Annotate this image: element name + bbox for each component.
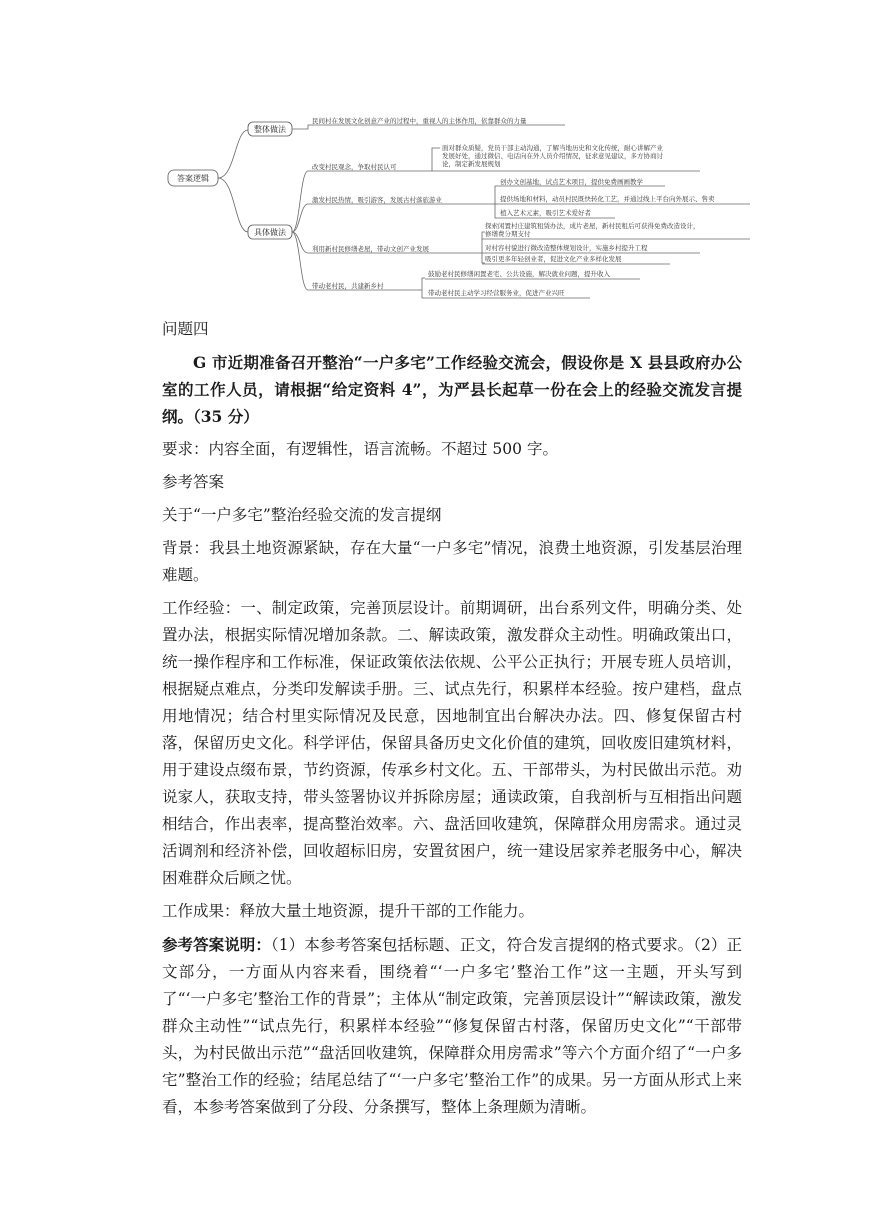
mindmap-root: 答案逻辑 (177, 174, 209, 183)
mindmap-leaf: 鼓励老村民修缮闲置老宅、公共设施，解决就业问题，提升收入 (428, 270, 610, 278)
mindmap-diagram (160, 108, 760, 308)
mindmap-sub-3: 利用新村民修缮老屋，带动文创产业发展 (312, 245, 429, 253)
mindmap-leaf: 面对群众质疑，党员干部主动沟通，了解当地历史和文化传统，耐心讲解产业 (442, 144, 663, 152)
question-prompt: G 市近期准备召开整治“一户多宅”工作经验交流会，假设你是 X 县县政府办公室的工作人员，请根据“给定资料 4”，为严县长起草一份在会上的经验交流发言提纲。（35 分） (162, 353, 742, 426)
question-title: 问题四 (162, 320, 209, 338)
answer-background: 背景：我县土地资源紧缺，存在大量“一户多宅”情况，浪费土地资源，引发基层治理难题。 (162, 539, 742, 584)
answer-experience: 工作经验：一、制定政策，完善顶层设计。前期调研，出台系列文件，明确分类、处置办法，根据实际情况增加条款。二、解读政策，激发群众主动性。明确政策出口，统一操作程序和工作标准，保证政策依法依规、公平公正执行；开展专班人员培训，根据疑点难点，分类印发解读手册。三、试点先行，积累样本经验。按户建档，盘点用地情况；结合村里实际情况及民意，因地制宜出台解决办法。四、修复保留古村落，保留历史文化。科学评估，保留具备历史文化价值的建筑，回收废旧建筑材料，用于建设点缀布景，节约资源，传承乡村文化。五、干部带头，为村民做出示范。劝说家人，获取支持，带头签署协议并拆除房屋；通读政策，自我剖析与互相指出问题相结合，作出表率，提高整治效率。六、盘活回收建筑，保障群众用房需求。通过灵活调剂和经济补偿，回收超标旧房，安置贫困户，统一建设居家养老服务中心，解决困难群众后顾之忧。 (162, 599, 742, 887)
answer-heading: 关于“一户多宅”整治经验交流的发言提纲 (162, 506, 442, 524)
answer-result: 工作成果：释放大量土地资源，提升干部的工作能力。 (162, 902, 535, 920)
mindmap-leaf: 民间村在发展文化创意产业的过程中，重视人的主体作用，依靠群众的力量 (312, 117, 527, 125)
mindmap-leaf: 创办文创基地，试点艺术项目，提供免费画画教学 (500, 178, 643, 186)
answer-note (162, 931, 742, 1121)
mindmap-sub-4: 带动老村民，共建新乡村 (312, 282, 384, 290)
mindmap-leaf: 探索闲置村庄建筑租赁办法，成片老屋，新村民租后可获得免费改造设计， (485, 222, 700, 230)
mindmap-leaf: 带动老村民主动学习经营服务业，促进产业兴旺 (428, 289, 565, 297)
mindmap-sub-2: 激发村民热情，吸引游客，发展古村落旅游业 (312, 196, 442, 204)
mindmap-leaf: 对村容村貌进行微改造整体规划设计，实施乡村提升工程 (485, 244, 648, 252)
mindmap-leaf: 提供场地和材料，动员村民既快转化工艺，并通过线上平台向外展示、售卖 (500, 195, 715, 203)
note-label: 参考答案说明： (162, 935, 271, 954)
mindmap-leaf: 修缮费分期支付 (485, 230, 531, 238)
document-body (162, 316, 742, 1127)
mindmap-leaf: 发展好处，通过微信、电话向在外人员介绍情况，征求意见建议，多方协商讨 (442, 152, 663, 160)
question-requirement: 要求：内容全面，有逻辑性，语言流畅。不超过 500 字。 (162, 440, 558, 458)
mindmap-branch-specific-label: 具体做法 (254, 228, 286, 237)
mindmap-leaf: 论，制定新发展规划 (442, 160, 501, 168)
mindmap-branch-overall-label: 整体做法 (254, 125, 286, 134)
note-text: （1）本参考答案包括标题、正文，符合发言提纲的格式要求。（2）正文部分，一方面从内容来看，围绕着“‘一户多宅’整治工作”这一主题，开头写到了“‘一户多宅’整治工作的背景”；主体从“制定政策，完善顶层设计”“解读政策，激发群众主动性”“试点先行，积累样本经验”“修复保留古村落，保留历史文化”“干部带头，为村民做出示范”“盘活回收建筑，保障群众用房需求”等六个方面介绍了“一户多宅”整治工作的经验；结尾总结了“‘一户多宅’整治工作”的成果。另一方面从形式上来看，本参考答案做到了分段、分条撰写，整体上条理颇为清晰。 (162, 936, 742, 1116)
mindmap-leaf: 植入艺术元素，吸引艺术爱好者 (500, 209, 591, 217)
mindmap-leaf: 吸引更多年轻创业者，促进文化产业多样化发展 (485, 255, 622, 263)
answer-label: 参考答案 (162, 473, 225, 491)
mindmap-sub-1: 改变村民观念，争取村民认可 (312, 163, 397, 171)
